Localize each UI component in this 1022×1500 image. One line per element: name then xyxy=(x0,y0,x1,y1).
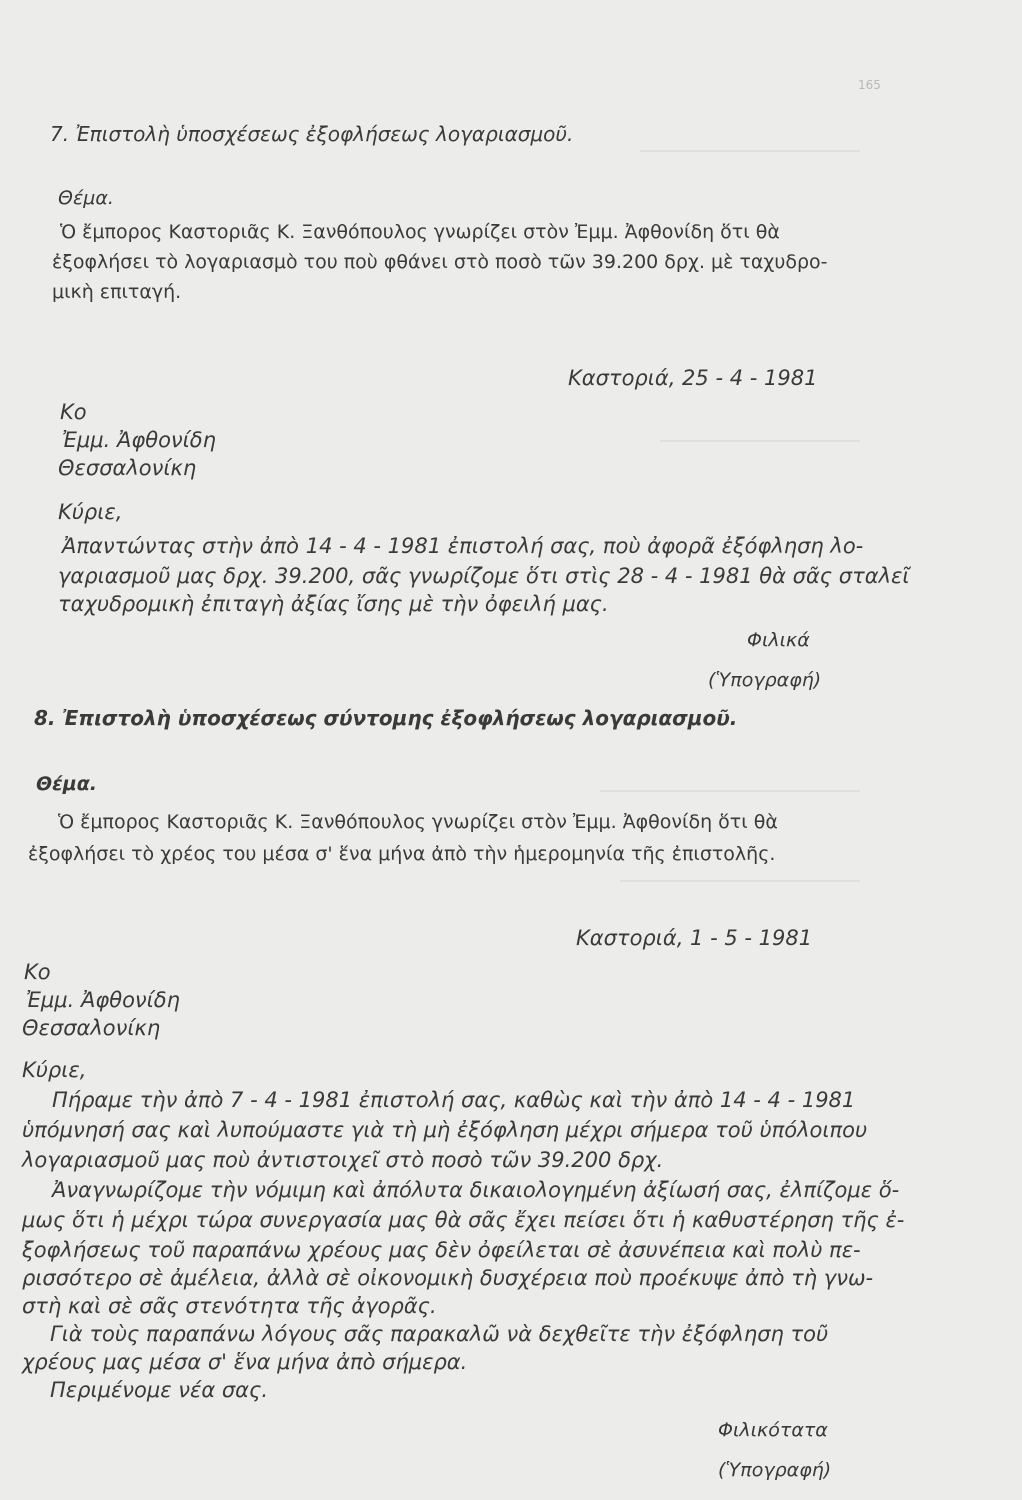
page-number: 165 xyxy=(858,78,881,92)
section-8-body-line: χρέους μας μέσα σ' ἕνα μήνα ἀπὸ σήμερα. xyxy=(22,1350,468,1374)
section-7-theme-label: Θέμα. xyxy=(58,187,114,209)
section-8-heading: 8. Ἐπιστολὴ ὑποσχέσεως σύντομης ἐξοφλήσεως λογαριασμοῦ. xyxy=(34,706,738,730)
section-8-theme-line: Ὁ ἔμπορος Καστοριᾶς Κ. Ξανθόπουλος γνωρίζει στὸν Ἐμμ. Ἀφθονίδη ὅτι θὰ xyxy=(58,811,778,833)
bleed-through-mark xyxy=(620,880,860,882)
section-7-salutation: Κύριε, xyxy=(58,500,123,524)
section-7-body-line: ταχυδρομικὴ ἐπιταγὴ ἀξίας ἴσης μὲ τὴν ὀφειλή μας. xyxy=(58,592,609,616)
section-7-body-line: γαριασμοῦ μας δρχ. 39.200, σᾶς γνωρίζομε ὅτι στὶς 28 - 4 - 1981 θὰ σᾶς σταλεῖ xyxy=(58,564,910,588)
section-8-body-line: Γιὰ τοὺς παραπάνω λόγους σᾶς παρακαλῶ νὰ δεχθεῖτε τὴν ἐξόφληση τοῦ xyxy=(50,1322,829,1346)
section-7-theme-line: μικὴ επιταγή. xyxy=(52,281,182,303)
section-7-recipient-name: Ἐμμ. Ἀφθονίδη xyxy=(62,428,216,452)
section-8-theme-label: Θέμα. xyxy=(36,773,97,795)
section-8-signature: (Ὑπογραφή) xyxy=(718,1459,832,1481)
section-8-body-line: στὴ καὶ σὲ σᾶς στενότητα τῆς ἀγορᾶς. xyxy=(22,1294,437,1318)
section-8-body-line: Περιμένομε νέα σας. xyxy=(50,1378,269,1402)
section-8-recipient-city: Θεσσαλονίκη xyxy=(22,1016,161,1040)
bleed-through-mark xyxy=(660,440,860,442)
section-7-signature: (Ὑπογραφή) xyxy=(708,669,822,691)
section-7-closing: Φιλικά xyxy=(747,629,810,651)
section-7-heading: 7. Ἐπιστολὴ ὑποσχέσεως ἐξοφλήσεως λογαριασμοῦ. xyxy=(50,122,574,146)
section-8-body-line: Ἀναγνωρίζομε τὴν νόμιμη καὶ ἀπόλυτα δικαιολογημένη ἀξίωσή σας, ἐλπίζομε ὅ- xyxy=(52,1178,900,1202)
section-8-body-line: ὑπόμνησή σας καὶ λυπούμαστε γιὰ τὴ μὴ ἐξόφληση μέχρι σήμερα τοῦ ὑπόλοιπου xyxy=(22,1118,868,1142)
section-8-body-line: ξοφλήσεως τοῦ παραπάνω χρέους μας δὲν ὀφείλεται σὲ ἀσυνέπεια καὶ πολὺ πε- xyxy=(22,1238,861,1262)
section-8-body-line: λογαριασμοῦ μας ποὺ ἀντιστοιχεῖ στὸ ποσὸ τῶν 39.200 δρχ. xyxy=(22,1148,664,1172)
bleed-through-mark xyxy=(600,790,860,792)
section-7-date: Καστοριά, 25 - 4 - 1981 xyxy=(568,366,818,390)
section-8-body-line: Πήραμε τὴν ἀπὸ 7 - 4 - 1981 ἐπιστολή σας, καθὼς καὶ τὴν ἀπὸ 14 - 4 - 1981 xyxy=(52,1088,856,1112)
section-8-date: Καστοριά, 1 - 5 - 1981 xyxy=(576,926,813,950)
section-7-theme-line: ἐξοφλήσει τὸ λογαριασμὸ του ποὺ φθάνει στὸ ποσὸ τῶν 39.200 δρχ. μὲ ταχυδρο- xyxy=(52,251,828,273)
section-8-salutation: Κύριε, xyxy=(22,1058,87,1082)
section-8-body-line: μως ὅτι ἡ μέχρι τώρα συνεργασία μας θὰ σᾶς ἔχει πείσει ὅτι ἡ καθυστέρηση τῆς ἐ- xyxy=(22,1208,905,1232)
section-7-recipient-city: Θεσσαλονίκη xyxy=(58,456,197,480)
section-8-body-line: ρισσότερο σὲ ἀμέλεια, ἀλλὰ σὲ οἰκονομικὴ δυσχέρεια ποὺ προέκυψε ἀπὸ τὴ γνω- xyxy=(22,1266,874,1290)
bleed-through-mark xyxy=(640,150,860,152)
section-8-theme-line: ἐξοφλήσει τὸ χρέος του μέσα σ' ἕνα μήνα ἀπὸ τὴν ἡμερομηνία τῆς ἐπιστολῆς. xyxy=(28,843,776,865)
section-8-recipient-name: Ἐμμ. Ἀφθονίδη xyxy=(26,988,180,1012)
section-7-theme-line: Ὁ ἔμπορος Καστοριᾶς Κ. Ξανθόπουλος γνωρίζει στὸν Ἐμμ. Ἀφθονίδη ὅτι θὰ xyxy=(60,221,780,243)
section-7-recipient-title: Κο xyxy=(60,400,87,424)
section-8-closing: Φιλικότατα xyxy=(718,1419,828,1441)
section-8-recipient-title: Κο xyxy=(24,960,51,984)
section-7-body-line: Ἀπαντώντας στὴν ἀπὸ 14 - 4 - 1981 ἐπιστολή σας, ποὺ ἀφορᾶ ἐξόφληση λο- xyxy=(62,534,864,558)
